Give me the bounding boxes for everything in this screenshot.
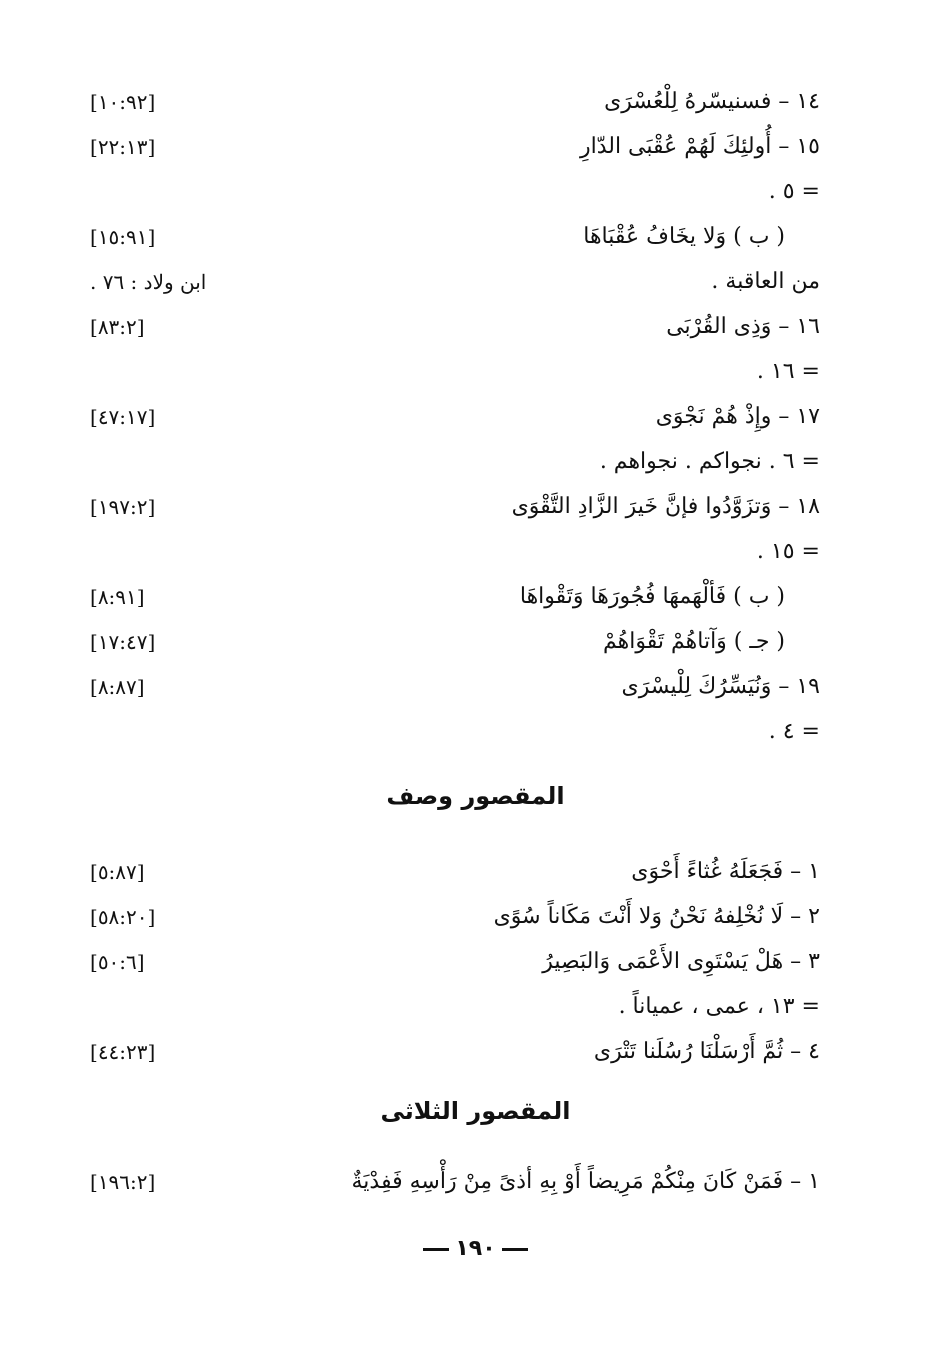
verse-reference: [٨:٨٧] (90, 675, 145, 699)
note-text: = ١٥ . (756, 539, 820, 564)
verse-entry (90, 897, 820, 937)
verse-text: ١٥ – أُولئِكَ لَهُمْ عُقْبَى الدّارِ (579, 134, 820, 159)
verse-reference: [٥٠:٦] (90, 950, 145, 974)
note-text: = ١٦ . (756, 359, 820, 384)
verse-text: ٢ – لَا نُخْلِفهُ نَحْنُ وَلا أَنْتَ مَكَاناً سُوًى (493, 904, 820, 929)
verse-reference: [١٠:٩٢] (90, 90, 156, 114)
verse-text: ١ – فَمَنْ كَانَ مِنْكُمْ مَرِيضاً أَوْ بِهِ أذىً مِنْ رَأْسِهِ فَفِدْيَةٌ (351, 1169, 820, 1194)
verse-reference: [١٩٦:٢] (90, 1170, 156, 1194)
note-line (90, 442, 820, 482)
note-line (90, 172, 820, 212)
verse-entry (90, 577, 820, 617)
verse-text: ( جـ ) وَآتاهُمْ تَقْوَاهُمْ (603, 629, 785, 654)
divider (502, 1248, 528, 1251)
verse-reference: [١٥:٩١] (90, 225, 156, 249)
section-heading: المقصور الثلاثى (380, 1097, 571, 1125)
verse-entry (90, 127, 820, 167)
verse-entry (90, 397, 820, 437)
verse-entry (90, 82, 820, 122)
verse-text: ١٩ – وَنُيَسِّرُكَ لِلْيسْرَى (621, 674, 820, 699)
verse-entry (90, 622, 820, 662)
note-text: = ٤ . (768, 719, 820, 744)
page-number-text: ١٩٠ (455, 1236, 496, 1261)
verse-text: ١٦ – وَذِى القُرْبَى (666, 314, 820, 339)
note-text: = ٥ . (768, 179, 820, 204)
verse-entry (90, 667, 820, 707)
verse-reference: [٤٧:١٧] (90, 405, 156, 429)
verse-reference: [٥:٨٧] (90, 860, 145, 884)
note-line (90, 352, 820, 392)
verse-reference: [٤٤:٢٣] (90, 1040, 156, 1064)
verse-entry (90, 942, 820, 982)
verse-text: ( ب ) فَألْهَمهَا فُجُورَهَا وَتَقْواهَا (519, 584, 785, 609)
verse-text: ١٨ – وَتزَوَّدُوا فإنَّ خَيرَ الزَّادِ التَّقْوَى (511, 494, 820, 519)
note-text: = ٦ . نجواكم . نجواهم . (599, 449, 820, 474)
verse-text: ١ – فَجَعَلَهُ غُثاءً أَحْوَى (631, 859, 820, 884)
verse-reference: [١٧:٤٧] (90, 630, 156, 654)
source-citation: ابن ولاد : ٧٦ . (90, 270, 207, 294)
verse-reference: [٨٣:٢] (90, 315, 145, 339)
verse-entry (90, 852, 820, 892)
verse-entry (90, 307, 820, 347)
verse-text: ٤ – ثُمَّ أَرْسَلْنَا رُسُلَنا تَتْرَى (593, 1039, 820, 1064)
verse-entry (90, 1032, 820, 1072)
verse-entry (90, 1162, 820, 1202)
page-number (0, 1236, 951, 1261)
note-line (90, 262, 820, 302)
verse-entry (90, 217, 820, 257)
note-line (90, 532, 820, 572)
verse-reference: [٨:٩١] (90, 585, 145, 609)
note-line (90, 987, 820, 1027)
verse-reference: [٥٨:٢٠] (90, 905, 156, 929)
verse-reference: [٢٢:١٣] (90, 135, 156, 159)
divider (423, 1248, 449, 1251)
verse-reference: [١٩٧:٢] (90, 495, 156, 519)
verse-text: ( ب ) وَلا يخَافُ عُقْبَاهَا (583, 224, 785, 249)
note-line (90, 712, 820, 752)
note-text: من العاقبة . (711, 269, 820, 294)
verse-entry (90, 487, 820, 527)
verse-text: ٣ – هَلْ يَسْتَوِى الأَعْمَى وَالبَصِيرُ (542, 949, 820, 974)
verse-text: ١٤ – فسنيسّرهُ لِلْعُسْرَى (604, 89, 820, 114)
section-heading: المقصور وصف (386, 782, 565, 810)
note-text: = ١٣ ، عمى ، عمياناً . (618, 994, 820, 1019)
verse-text: ١٧ – وإِذْ هُمْ نَجْوَى (655, 404, 820, 429)
